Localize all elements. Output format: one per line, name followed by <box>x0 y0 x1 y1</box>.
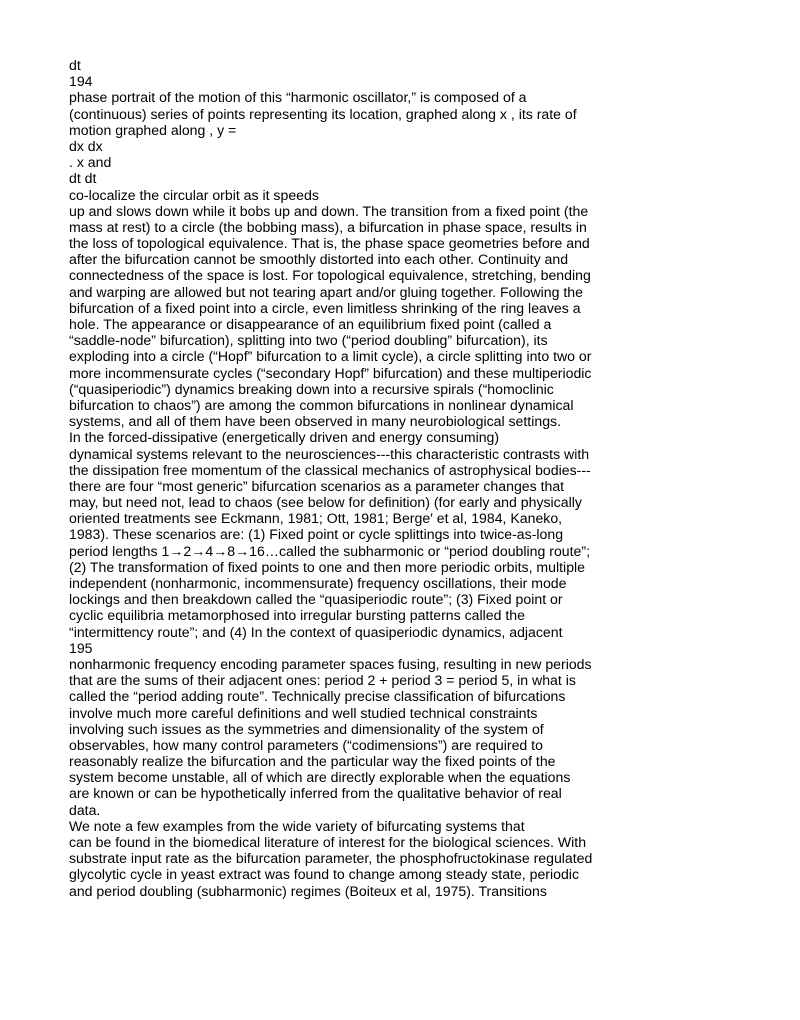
text-line: called the “period adding route”. Technically precise classification of bifurcations <box>69 688 566 705</box>
text-line: connectedness of the space is lost. For topological equivalence, stretching, bending <box>69 267 591 284</box>
text-line: bifurcation of a fixed point into a circle, even limitless shrinking of the ring leaves a <box>69 299 581 316</box>
text-line: mass at rest) to a circle (the bobbing mass), a bifurcation in phase space, results in <box>69 218 587 235</box>
text-line: independent (nonharmonic, incommensurate) frequency oscillations, their mode <box>69 575 567 591</box>
text-line: and warping are allowed but not tearing apart and/or gluing together. Following the <box>69 283 583 300</box>
text-line: there are four “most generic” bifurcation scenarios as a parameter changes that <box>69 477 565 494</box>
text-line: co-localize the circular orbit as it speeds <box>69 186 319 203</box>
text-line: more incommensurate cycles (“secondary Hopf” bifurcation) and these multiperiodic <box>69 364 592 381</box>
text-line: period lengths 1→2→4→8→16…called the subharmonic or “period doubling route”; <box>69 542 590 559</box>
text-line: 1983). These scenarios are: (1) Fixed point or cycle splittings into twice-as-long <box>69 526 564 543</box>
text-line: hole. The appearance or disappearance of an equilibrium fixed point (called a <box>69 316 552 332</box>
text-line: up and slows down while it bobs up and down. The transition from a fixed point (the <box>69 202 589 219</box>
text-line: the loss of topological equivalence. That is, the phase space geometries before and <box>69 235 590 252</box>
text-line: . x and <box>69 154 112 171</box>
text-line: substrate input rate as the bifurcation parameter, the phosphofructokinase regulated <box>69 850 593 867</box>
text-line: (2) The transformation of fixed points to one and then more periodic orbits, multiple <box>69 558 585 575</box>
text-line: the dissipation free momentum of the classical mechanics of astrophysical bodies--- <box>69 461 591 478</box>
text-line: and period doubling (subharmonic) regimes (Boiteux et al, 1975). Transitions <box>69 882 547 899</box>
text-line: are known or can be hypothetically inferred from the qualitative behavior of real <box>69 785 562 802</box>
text-line: can be found in the biomedical literature of interest for the biological sciences. With <box>69 834 587 850</box>
text-line: glycolytic cycle in yeast extract was found to change among steady state, periodic <box>69 866 579 883</box>
text-line: reasonably realize the bifurcation and the particular way the fixed points of the <box>69 753 556 770</box>
text-line: that are the sums of their adjacent ones: period 2 + period 3 = period 5, in what is <box>69 672 576 689</box>
text-line: We note a few examples from the wide variety of bifurcating systems that <box>69 817 525 834</box>
document-page <box>69 57 789 899</box>
text-line: dt dt <box>69 170 97 187</box>
text-line: bifurcation to chaos”) are among the common bifurcations in nonlinear dynamical <box>69 396 574 413</box>
text-line: may, but need not, lead to chaos (see below for definition) (for early and physically <box>69 494 582 511</box>
text-line: data. <box>69 801 101 818</box>
page-number: 195 <box>69 639 93 656</box>
text-line: oriented treatments see Eckmann, 1981; Ott, 1981; Berge′ et al, 1984, Kaneko, <box>69 510 563 527</box>
page-number: 194 <box>69 73 93 90</box>
text-line: systems, and all of them have been observed in many neurobiological settings. <box>69 413 561 430</box>
text-line: phase portrait of the motion of this “harmonic oscillator,” is composed of a <box>69 89 527 106</box>
text-line: dt <box>69 57 81 73</box>
text-line: involve much more careful definitions and well studied technical constraints <box>69 704 538 721</box>
text-line: nonharmonic frequency encoding parameter spaces fusing, resulting in new periods <box>69 655 592 672</box>
text-line: system become unstable, all of which are directly explorable when the equations <box>69 769 571 786</box>
text-line: motion graphed along , y = <box>69 121 237 138</box>
text-line: “saddle-node” bifurcation), splitting into two (“period doubling” bifurcation), its <box>69 332 548 349</box>
text-line: involving such issues as the symmetries and dimensionality of the system of <box>69 720 544 737</box>
text-line: In the forced-dissipative (energetically driven and energy consuming) <box>69 429 500 446</box>
text-line: dynamical systems relevant to the neurosciences---this characteristic contrasts with <box>69 445 590 462</box>
text-line: exploding into a circle (“Hopf” bifurcation to a limit cycle), a circle splitting into two or <box>69 348 592 365</box>
text-line: (“quasiperiodic”) dynamics breaking down into a recursive spirals (“homoclinic <box>69 380 554 397</box>
text-line: cyclic equilibria metamorphosed into irregular bursting patterns called the <box>69 607 525 624</box>
text-line: (continuous) series of points representing its location, graphed along x , its rate of <box>69 105 577 122</box>
text-line: dx dx <box>69 137 103 154</box>
text-line: observables, how many control parameters (“codimensions”) are required to <box>69 736 543 753</box>
text-line: after the bifurcation cannot be smoothly distorted into each other. Continuity and <box>69 251 569 268</box>
text-line: lockings and then breakdown called the “quasiperiodic route”; (3) Fixed point or <box>69 591 563 608</box>
text-line: “intermittency route”; and (4) In the context of quasiperiodic dynamics, adjacent <box>69 623 563 640</box>
